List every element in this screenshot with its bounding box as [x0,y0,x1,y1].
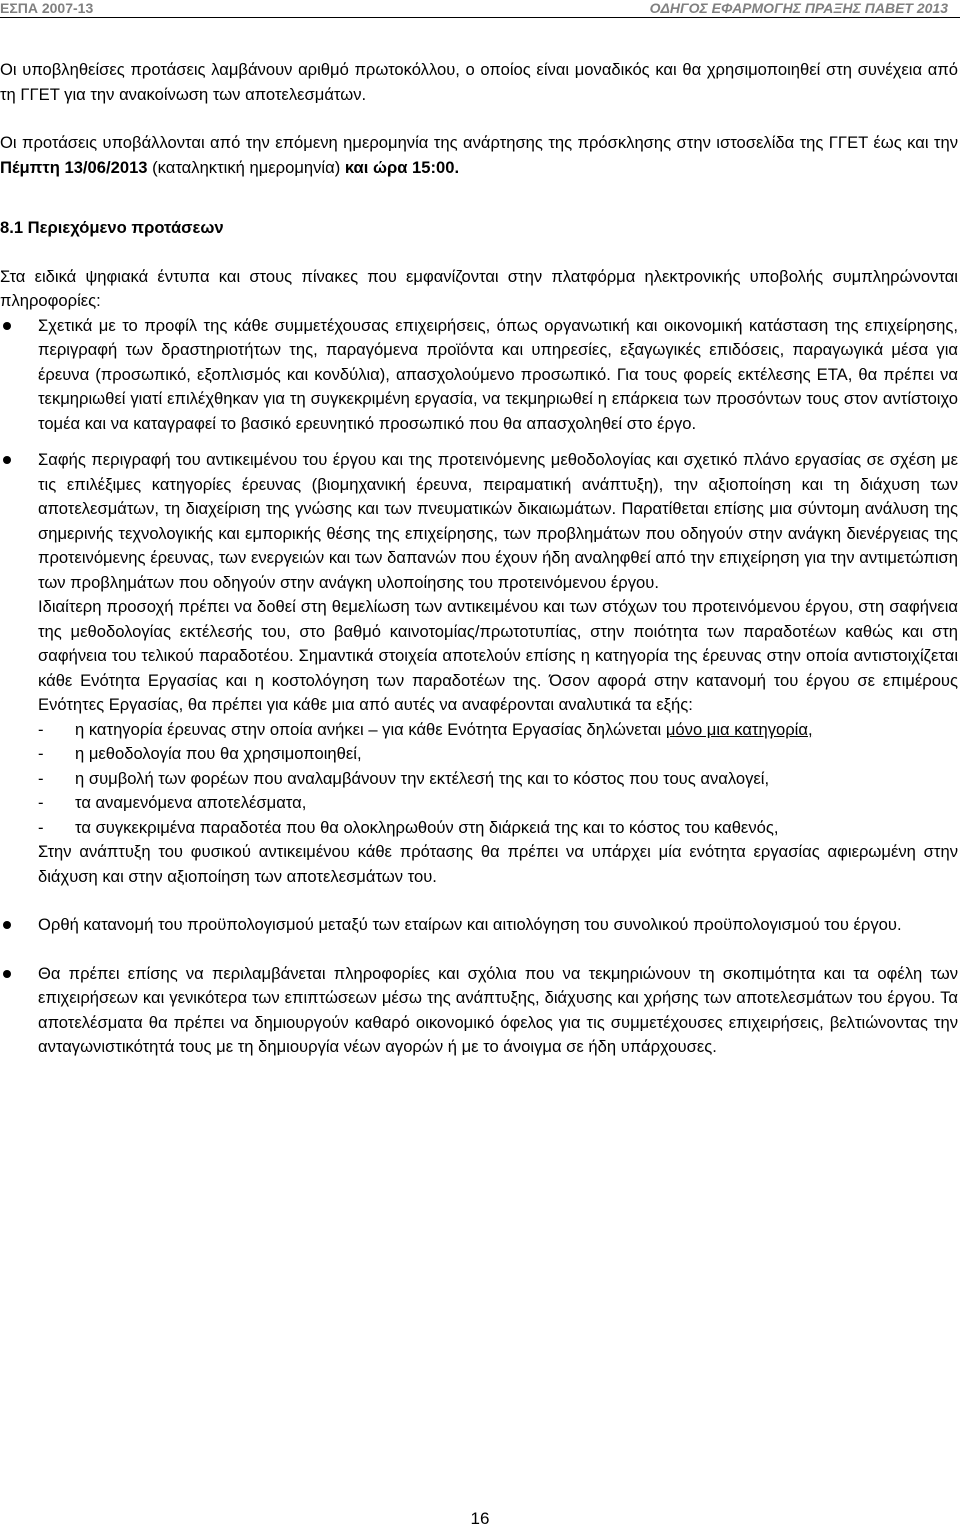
intro-paragraph-1: Οι υποβληθείσες προτάσεις λαμβάνουν αριθμό πρωτοκόλλου, ο οποίος είναι μοναδικός και θα χρησιμοποιηθεί στη συνέχεια από τη ΓΓΕΤ για την ανακοίνωση των αποτελεσμάτων. [0,60,958,104]
bullet-text: Σαφής περιγραφή του αντικειμένου του έργου και της προτεινόμενης μεθοδολογίας και σχετικό πλάνο εργασίας σε σχέση με τις επιλέξιμες κατηγορίες έρευνας (βιομηχανική έρευνα, πειραματική ανάπτυξη), την αξιοποίηση και τη διάχυση των αποτελεσμάτων, τη διαχείριση της γνώσης και των πνευματικών δικαιωμάτων. Παρατίθεται επίσης μια σύντομη ανάλυση της σημερινής τεχνολογικής και εμπορικής θέσης της επιχείρησης, των προβλημάτων που οδηγούν στην ανάγκη διενέργειας της προτεινόμενης έρευνας, των ενεργειών και των δαπανών που έχουν ήδη αναληφθεί από την επιχείρηση για την αντιμετώπιση των προβλημάτων που οδηγούν στην ανάγκη υλοποίησης του προτεινόμενου έργου. [38,450,958,592]
dash-text: η συμβολή των φορέων που αναλαμβάνουν την εκτέλεσή της και το κόστος που τους αναλογεί, [75,768,770,788]
section-lead: Στα ειδικά ψηφιακά έντυπα και στους πίνακες που εμφανίζονται στην πλατφόρμα ηλεκτρονικής υποβολής συμπληρώνονται πληροφορίες: [0,266,958,310]
bullet-icon [3,456,11,464]
dash-text: τα αναμενόμενα αποτελέσματα, [75,793,307,812]
bullet-text: Ορθή κατανομή του προϋπολογισμού μεταξύ των εταίρων και αιτιολόγηση του συνολικού προϋπολογισμού του έργου. [38,915,902,934]
dash-marker: - [38,817,44,837]
dash-item [0,718,958,743]
deadline-date: Πέμπτη 13/06/2013 [0,157,148,177]
bullet-text: Σχετικά με το προφίλ της κάθε συμμετέχουσας επιχειρήσεις, όπως οργανωτική και οικονομική κατάσταση της επιχείρησης, περιγραφή των δραστηριοτήτων της, παραγόμενα προϊόντα και υπηρεσίες, εξαγωγικές επιδόσεις, παραγωγικά μέσα για έρευνα (προσωπικό, εξοπλισμός και κονδύλια), απασχολούμενο προσωπικό. Για τους φορείς εκτέλεσης ΕΤΑ, θα πρέπει να τεκμηριωθεί γιατί επιλέχθηκαν για τη συγκεκριμένη εργασία, να τεκμηριωθεί η επάρκεια των προσόντων τους στον αντίστοιχο τομέα και να καταγραφεί το βασικό ερευνητικό προσωπικό που θα απασχοληθεί στο έργο. [38,315,958,433]
list-item [0,314,958,437]
dash-marker: - [38,793,44,812]
header-guide-title: ΟΔΗΓΟΣ ΕΦΑΡΜΟΓΗΣ ΠΡΑΞΗΣ ΠΑΒΕΤ 2013 [649,0,948,16]
dash-marker: - [38,744,44,763]
header-program: ΕΣΠΑ 2007-13 [0,0,94,16]
intro-p2-mid: (καταληκτική ημερομηνία) [147,157,345,177]
dash-item [0,791,958,816]
dash-text: η μεθοδολογία που θα χρησιμοποιηθεί, [75,744,362,763]
bullet-closing-block [0,840,958,889]
bullet-icon [3,921,11,929]
bullet-icon [3,322,11,330]
page-number: 16 [470,1509,490,1528]
list-item [0,448,958,718]
intro-p2-start: Οι προτάσεις υποβάλλονται από την επόμενη ημερομηνία της ανάρτησης της πρόσκλησης στην ιστοσελίδα της ΓΓΕΤ έως και την [0,133,958,152]
bullet-continuation: Ιδιαίτερη προσοχή πρέπει να δοθεί στη θεμελίωση των αντικειμένου και των στόχων του προτεινόμενου έργου, στη σαφήνεια της μεθοδολογίας εκτέλεσής του, στο βαθμό καινοτομίας/πρωτοτυπίας, στην ποιότητα των παραδοτέων καθώς και στη σαφήνεια του τελικού παραδοτέου. Σημαντικά στοιχεία αποτελούν επίσης η κατηγορία της έρευνας στην οποία αντιστοιχίζεται κάθε Ενότητα Εργασίας και η κοστολόγηση των παραδοτέων της. Όσον αφορά στην κατανομή του έργου σε επιμέρους Ενότητες Εργασίας, θα πρέπει για κάθε μια από αυτές να αναφέρονται αναλυτικά τα εξής: [38,597,958,714]
list-item [0,962,958,1060]
bullet-icon [3,970,11,978]
dash-marker: - [38,768,44,788]
section-heading: 8.1 Περιεχόμενο προτάσεων [0,218,224,237]
dash-marker: - [38,719,44,739]
document-body [0,58,958,1060]
page-header [0,0,960,18]
dash-text: η κατηγορία έρευνας στην οποία ανήκει – για κάθε Ενότητα Εργασίας δηλώνεται [75,719,666,739]
dash-item [0,767,958,792]
deadline-time: και ώρα 15:00. [344,157,460,177]
list-item [0,913,958,938]
dash-text: τα συγκεκριμένα παραδοτέα που θα ολοκληρωθούν στη διάρκειά της και το κόστος του καθενός, [75,817,779,837]
dash-item [0,742,958,767]
dash-item [0,816,958,841]
bullet-text: Θα πρέπει επίσης να περιλαμβάνεται πληροφορίες και σχόλια που να τεκμηριώνουν τη σκοπιμότητα και τα οφέλη των επιχειρήσεων και γενικότερα των επιπτώσεων μέσω της ανάπτυξης, διάχυσης και χρήσης των αποτελεσμάτων του έργου. Τα αποτελέσματα θα πρέπει να δημιουργούν καθαρό οικονομικό όφελος για τις συμμετέχουσες επιχειρήσεις, βελτιώνοντας την ανταγωνιστικότητά τους με τη δημιουργία νέων αγορών ή με το άνοιγμα σε ήδη υπάρχουσες. [38,963,958,1056]
dash-underlined-text: μόνο μια κατηγορία, [665,719,813,739]
intro-paragraph-2 [0,131,958,180]
bullet-closing: Στην ανάπτυξη του φυσικού αντικειμένου κάθε πρότασης θα πρέπει να υπάρχει μία ενότητα εργασίας αφιερωμένη στην διάχυση και στην αξιοποίηση των αποτελεσμάτων του. [38,842,958,886]
